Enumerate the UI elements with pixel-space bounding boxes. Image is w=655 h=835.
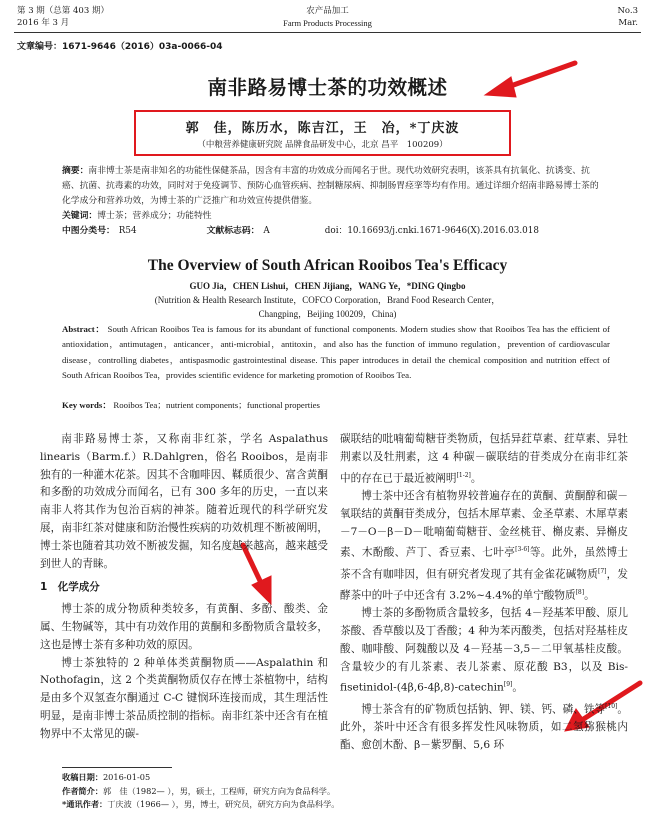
citation: [1-2]: [456, 471, 471, 479]
abstract-cn-label: 摘要：: [62, 166, 89, 176]
citation: [7]: [598, 567, 607, 575]
keywords-cn-label: 关键词：: [62, 211, 98, 221]
doi-value: doi：10.16693/j.cnki.1671-9646(X).2016.03.018: [324, 226, 539, 236]
body-left-column: [40, 431, 328, 744]
keywords-en-label: Key words：: [62, 400, 112, 410]
keywords-cn: [62, 209, 212, 224]
body-paragraph: 博士茶含有的矿物质包括钠、钾、镁、钙、磷、铁等[10]。此外，茶叶中还含有很多挥发性风味物质，如二氢猕猴桃内酯、愈创木酚、β－紫罗酮、5,6 环: [340, 702, 629, 751]
abstract-cn-text: 南非博士茶是南非知名的功能性保健茶品，因含有丰富的功效成分而闻名于世。现代功效研究表明，该茶具有抗氧化、抗诱变、抗癌、抗菌、抗毒素的功效，同时对于免疫调节、预防心血管疾病、控制糖尿病、抑制肠胃痉挛等均有作用。通过详细介绍南非路易博士茶的化学成分和营养功效，为博士茶的广泛推广和功效宣传提供借鉴。: [62, 166, 599, 206]
header-journal-en: Farm Products Processing: [283, 18, 372, 28]
header-no: No.3: [617, 6, 638, 16]
clc-label: 中图分类号：: [62, 226, 115, 236]
affiliation-en-2: Changping，Beijing 100209，China): [258, 309, 397, 319]
body-paragraph: 博士茶的成分物质种类较多，有黄酮、多酚、酸类、金属、生物碱等，其中有功效作用的黄酮和多酚物质含量较多，这也是博士茶有多种功效的原因。: [40, 603, 328, 651]
citation: [3-6]: [515, 546, 530, 554]
abstract-en: [62, 322, 610, 383]
header-journal-cn: 农产品加工: [306, 6, 349, 16]
affiliation-cn: （中粮营养健康研究院 品牌食品研发中心，北京 昌平 100209）: [197, 140, 448, 150]
footnotes: [62, 771, 622, 812]
article-id: 文章编号：1671-9646（2016）03a-0066-04: [17, 42, 223, 52]
header-issue: 第 3 期（总第 403 期）: [17, 6, 109, 16]
keywords-cn-text: 博士茶；营养成分；功能特性: [97, 211, 212, 221]
affiliation-en-1: (Nutrition & Health Research Institute，COFCO Corporation，Brand Food Research Center，: [154, 295, 501, 305]
body-paragraph: 博士茶中还含有植物界较普遍存在的黄酮、黄酮醇和碳－氧联结的黄酮苷类成分，包括木犀草素、金圣草素、木犀草素－7－O－β－D－吡喃葡萄糖苷、金丝桃苷、槲皮素、异槲皮素、木酚酸、芦丁、香豆素、七叶亭[3-6]等。此外，虽然博士茶不含有咖啡因，但有研究者发现了其有金雀花碱物质[7]，发酵茶中的叶子中还含有 3.2%~4.4%的单宁酸物质[8]。: [340, 489, 628, 602]
authors-cn: 郭 佳，陈历水，陈吉江，王 冶，*丁庆波: [185, 121, 460, 136]
clc-value: R54: [118, 226, 137, 236]
abstract-en-text: South African Rooibos Tea is famous for its abundant of functional components. Modern studies show that Rooibos Tea has the efficient of antioxidation，antimutagen，anticancer，anti-microbial，antitoxin，and also has the function of immuno regulation，prevention of cardiovascular disease，controlling diabetes，antispasmodic gastrointestinal disease. This paper introduces in detail the chemical composition and nutrition effect of South African Rooibos Tea，provides scientific evidence for marketing promotion of Rooibos Tea.: [62, 324, 610, 380]
citation: [10]: [605, 702, 618, 710]
abstract-cn: [62, 164, 607, 208]
page-title: 南非路易博士茶的功效概述: [207, 76, 448, 99]
footnote-received: 收稿日期：2016-01-05: [62, 772, 151, 782]
footnote-author: 作者简介：郭 佳（1982— ），男，硕士，工程师，研究方向为食品科学。: [62, 785, 336, 796]
title-en: The Overview of South African Rooibos Tea's Efficacy: [147, 257, 508, 274]
body-right-column: [340, 431, 628, 755]
abstract-en-label: Abstract：: [62, 324, 105, 334]
body-paragraph: 碳联结的吡喃葡萄糖苷类物质，包括异荭草素、荭草素、异牡荆素以及牡荆素，这 4 种碳－碳联结的苷类成分在南非红茶中的存在已于最近被阐明[1-2]。: [340, 433, 628, 485]
header-date: 2016 年 3 月: [17, 18, 70, 28]
body-paragraph: 南非路易博士茶，又称南非红茶，学名 Aspalathus linearis（Barm.f.）R.Dahlgren，俗名 Rooibos，是南非独有的一种灌木花茶。因其不含咖啡因、鞣质很少、富含黄酮和多酚的功效成分而闻名，已有 300 多年的历史，一直以来南非人将其作为包治百病的神茶。随着近现代的科学研究发展，南非红茶对健康和防治慢性疾病的功效机理不断被阐明，博士茶也随着其功效不断被发掘，知名度越来越高，越来越受到世人的青睐。: [40, 433, 328, 570]
doc-label: 文献标志码：: [206, 226, 260, 236]
citation: [8]: [575, 588, 585, 596]
section-heading: 1 化学成分: [40, 581, 100, 594]
authors-en: GUO Jia，CHEN Lishui，CHEN Jijiang，WANG Ye，*DING Qingbo: [189, 281, 466, 291]
body-paragraph: 博士茶的多酚物质含量较多，包括 4－羟基苯甲酸、原儿茶酸、香草酸以及丁香酸；4 种为苯丙酸类，包括对羟基桂皮酸、咖啡酸、阿魏酸以及 4－羟基－3,5－二甲氧基桂皮酸。含量较少的有儿茶素、表儿茶素、原花酸 B3，以及 Bis-fisetinidol-(4β,6-4β,8)-catechin[9]。: [340, 607, 628, 695]
citation: [9]: [503, 681, 513, 689]
doc-value: A: [263, 226, 270, 236]
footnote-corresponding: *通讯作者：丁庆波（1966— ），男，博士，研究员，研究方向为食品科学。: [62, 799, 340, 809]
keywords-en-text: Rooibos Tea；nutrient components；functional properties: [113, 400, 320, 410]
clc-line: [62, 224, 607, 239]
body-paragraph: 博士茶独特的 2 种单体类黄酮物质——Aspalathin 和 Nothofagin，这 2 个类黄酮物质仅存在博士茶植物中，结构是由多个双氢查尔酮通过 C-C 键悯环连接而成，其生理活性明显，是南非博士茶品质控制的指标。南非红茶中还含有在植物界中不太常见的碳-: [40, 656, 328, 740]
keywords-en: [62, 398, 610, 413]
header-month: Mar.: [618, 18, 638, 28]
footnote-rule: [62, 767, 172, 768]
